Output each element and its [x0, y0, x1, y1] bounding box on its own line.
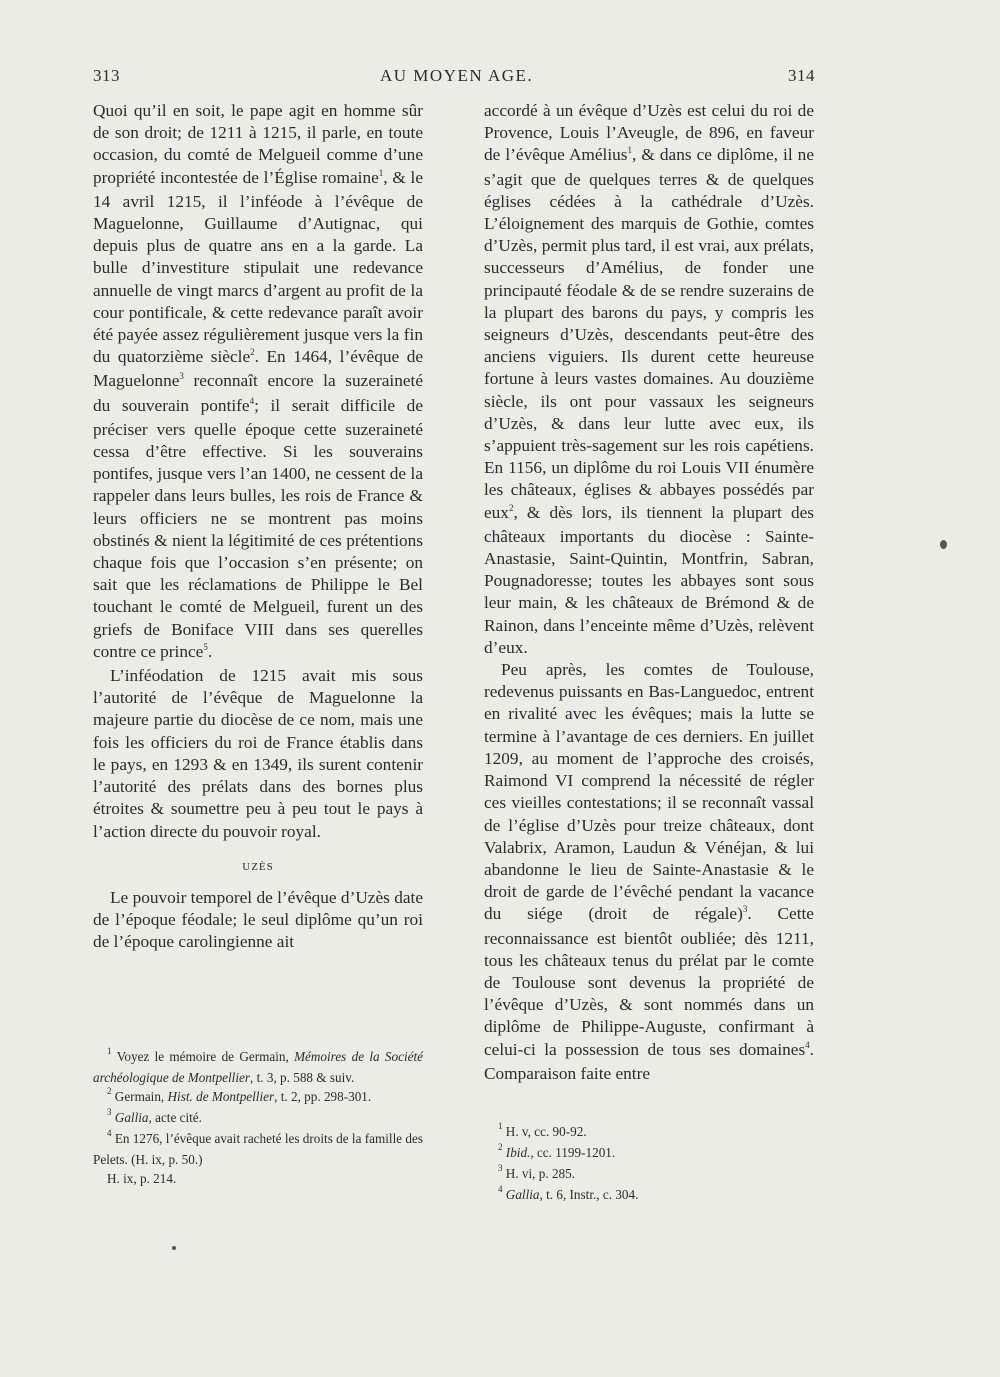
footnotes-right [484, 1122, 814, 1206]
page-number-right: 314 [788, 66, 815, 85]
paragraph: Quoi qu’il en soit, le pape agit en homme sûr de son droit; de 1211 à 1215, il parle, en toute occasion, du comté de Melgueil comme d’une propriété incontestée de l’Église romaine$^1$, & le 14 avril 1215, il l’inféode à l’évêque de Maguelonne, Guillaume d’Autignac, qui depuis plus de quatre ans en a la garde. La bulle d’investiture stipulait une redevance annuelle de vingt marcs d’argent au profit de la cour pontificale, & cette redevance paraît avoir été payée assez régulièrement jusque vers la fin du quatorzième siècle$^2$. En 1464, l’évêque de Maguelonne$^3$ reconnaît encore la suzeraineté du souverain pontife$^4$; il serait difficile de préciser vers quelle époque cette suzeraineté cessa d’être effective. Si les souverains pontifes, jusque vers l’an 1400, ne cessent de la rappeler dans leurs bulles, les rois de France & leurs officiers ne se montrent pas moins obstinés & nient la légitimité de ces prétentions chaque fois que l’occasion s’en présente; on sait que les réclamations de Philippe le Bel touchant le comté de Melgueil, furent un des griefs de Boniface VIII dans ses querelles contre ce prince$^5$. [93, 101, 424, 661]
footnote-ref[interactable]: 4 [249, 395, 255, 406]
right-column [484, 100, 814, 1085]
paragraph: L’inféodation de 1215 avait mis sous l’autorité de l’évêque de Maguelonne la majeure partie du diocèse de ce nom, mais une fois les officiers du roi de France établis dans le pays, en 1293 & en 1349, ils surent contenir l’autorité des prélats dans des bornes plus étroites & soumettre peu à peu tout le pays à l’action directe du pouvoir royal. [93, 666, 423, 841]
footnote: $^2$ Germain, Hist. de Montpellier, t. 2, pp. 298-301. [107, 1086, 372, 1104]
footnote: H. ix, p. 214. [107, 1171, 177, 1186]
footnote: $^3$ H. vi, p. 285. [498, 1163, 576, 1181]
paragraph: accordé à un évêque d’Uzès est celui du roi de Provence, Louis l’Aveugle, de 896, en faveur de l’évêque Amélius$^1$, & dans ce diplôme, il ne s’agit que de quelques terres & de quelques églises cédées à la cathédrale d’Uzès. L’éloignement des marquis de Gothie, comtes d’Uzès, permit plus tard, il est vrai, aux prélats, successeurs d’Amélius, de fonder une principauté féodale & de se rendre suzerains de la plupart des barons du pays, y compris les seigneurs d’Uzès, descendants peut-être des anciens viguiers. Ils durent cette heureuse fortune à leurs vastes domaines. Au douzième siècle, ils ont pour vassaux les seigneurs d’Uzès, & dans leur lutte avec eux, ils s’appuient très-sagement sur les rois capétiens. En 1156, un diplôme du roi Louis VII énumère les châteaux, églises & abbayes possédés par eux$^2$, & dès lors, ils tiennent la plupart des châteaux importants du diocèse : Sainte-Anastasie, Saint-Quintin, Montfrin, Sabran, Pougnadoresse; toutes les abbayes sont sous leur main, & les châteaux de Brémond & de Rainon, dans l’enceinte même d’Uzès, relèvent d’eux. [484, 101, 814, 657]
footnote: $^2$ Ibid., cc. 1199-1201. [498, 1142, 616, 1160]
page-number-left: 313 [93, 66, 120, 85]
footnote-ref[interactable]: 4 [805, 1039, 810, 1050]
ink-speck [940, 540, 947, 549]
footnote: $^4$ Gallia, t. 6, Instr., c. 304. [498, 1184, 639, 1202]
footnote-ref[interactable]: 2 [250, 347, 255, 358]
footnote-ref[interactable]: 5 [203, 641, 208, 652]
left-column [93, 100, 423, 953]
footnote: $^1$ Voyez le mémoire de Germain, Mémoires de la Société archéologique de Montpellier, t. 3, p. 588 & suiv. [93, 1046, 423, 1085]
ink-speck [172, 1246, 176, 1250]
footnote-ref[interactable]: 2 [508, 502, 514, 513]
section-heading: UZÈS [242, 860, 274, 873]
paragraph: Le pouvoir temporel de l’évêque d’Uzès date de l’époque féodale; le seul diplôme qu’un roi de l’époque carolingienne ait [93, 887, 423, 952]
footnote-ref[interactable]: 3 [179, 371, 184, 382]
footnote: $^4$ En 1276, l’évêque avait racheté les droits de la famille des Pelets. (H. ix, p. 50.) [93, 1128, 423, 1167]
paragraph: Peu après, les comtes de Toulouse, redevenus puissants en Bas-Languedoc, entrent en rivalité avec les évêques; mais la lutte se termine à l’avantage de ces derniers. En juillet 1209, au moment de l’approche des croisés, Raimond VI comprend la nécessité de régler ces vieilles contestations; il se reconnaît vassal de l’église d’Uzès pour treize châteaux, dont Valabrix, Aramon, Laudun & Vénéjan, & lui abandonne le lieu de Sainte-Anastasie & le droit de garde de l’évêché pendant la vacance du siége (droit de régale)$^3$. Cette reconnaissance est bientôt oubliée; dès 1211, tous les châteaux tenus du prélat par le comte de Toulouse sont devenus la propriété de l’évêque d’Uzès, & sont nommés dans un diplôme de Philippe-Auguste, confirmant à celui-ci la possession de tous ses domaines$^4$. Comparaison faite entre [484, 660, 814, 1083]
footnote-ref[interactable]: 3 [742, 904, 748, 915]
footnotes-left [93, 1047, 423, 1188]
footnote: $^3$ Gallia, acte cité. [107, 1107, 202, 1125]
footnote: $^1$ H. v, cc. 90-92. [498, 1121, 587, 1139]
footnote-ref[interactable]: 1 [378, 167, 384, 178]
running-title: AU MOYEN AGE. [380, 66, 534, 85]
footnote-ref[interactable]: 1 [627, 145, 633, 156]
